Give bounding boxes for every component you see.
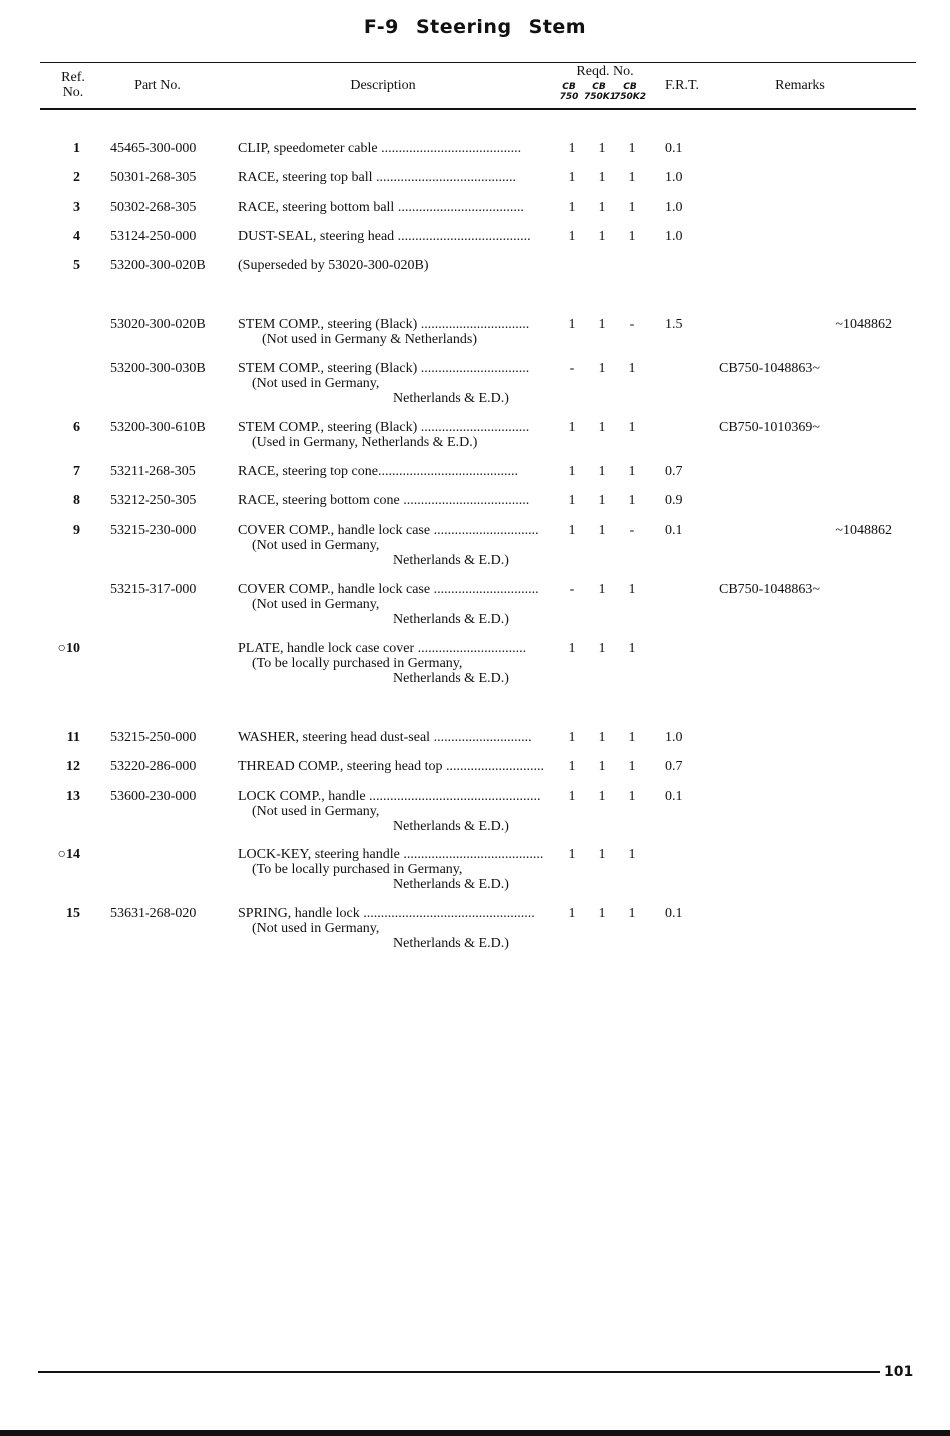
qty-cb750k2: 1 bbox=[628, 906, 636, 921]
description-main: DUST-SEAL, steering head ...................................... bbox=[238, 229, 531, 244]
qty-cb750k1: 1 bbox=[598, 464, 606, 479]
description-main: (Superseded by 53020-300-020B) bbox=[238, 258, 429, 273]
ref-no: 1 bbox=[73, 141, 80, 156]
description-note: (Not used in Germany, bbox=[252, 376, 380, 391]
description bbox=[238, 200, 556, 215]
description bbox=[238, 730, 556, 745]
header-model-cb750: CB 750 bbox=[559, 82, 579, 102]
qty-cb750: 1 bbox=[568, 641, 576, 656]
qty-cb750k2: - bbox=[629, 317, 635, 332]
qty-cb750: 1 bbox=[568, 789, 576, 804]
description-main: STEM COMP., steering (Black) ............................... bbox=[238, 420, 530, 435]
qty-cb750k1: 1 bbox=[598, 170, 606, 185]
header-top-rule bbox=[40, 62, 916, 63]
frt-value: 1.0 bbox=[665, 730, 683, 745]
header-ref: Ref. No. bbox=[61, 70, 85, 100]
qty-cb750k2: 1 bbox=[628, 170, 636, 185]
frt-value: 0.7 bbox=[665, 464, 683, 479]
ref-no: 13 bbox=[66, 789, 80, 804]
description-main: CLIP, speedometer cable ........................................ bbox=[238, 141, 522, 156]
description-note: (Not used in Germany, bbox=[252, 921, 380, 936]
description bbox=[238, 906, 556, 951]
description-note: Netherlands & E.D.) bbox=[393, 612, 509, 627]
qty-cb750k1: 1 bbox=[598, 582, 606, 597]
part-number: 53215-230-000 bbox=[110, 523, 197, 538]
ref-no: 4 bbox=[73, 229, 80, 244]
description bbox=[238, 759, 556, 774]
qty-cb750k1: 1 bbox=[598, 847, 606, 862]
ref-no: 5 bbox=[73, 258, 80, 273]
remarks: ~1048862 bbox=[835, 523, 892, 538]
remarks: CB750-1010369~ bbox=[719, 420, 820, 435]
description-main: LOCK COMP., handle ................................................. bbox=[238, 789, 541, 804]
frt-value: 0.1 bbox=[665, 141, 683, 156]
part-number: 53631-268-020 bbox=[110, 906, 197, 921]
qty-cb750: - bbox=[569, 582, 575, 597]
page-bottom-edge bbox=[0, 1430, 950, 1436]
description-main: STEM COMP., steering (Black) ............................... bbox=[238, 361, 530, 376]
frt-value: 1.5 bbox=[665, 317, 683, 332]
description bbox=[238, 141, 556, 156]
part-number: 53020-300-020B bbox=[110, 317, 206, 332]
qty-cb750k2: 1 bbox=[628, 730, 636, 745]
description-main: SPRING, handle lock ................................................. bbox=[238, 906, 535, 921]
ref-no: 9 bbox=[73, 523, 80, 538]
description bbox=[238, 317, 556, 347]
part-number: 50302-268-305 bbox=[110, 200, 197, 215]
description bbox=[238, 789, 556, 834]
part-number: 50301-268-305 bbox=[110, 170, 197, 185]
qty-cb750: 1 bbox=[568, 906, 576, 921]
description bbox=[238, 847, 556, 892]
frt-value: 0.1 bbox=[665, 523, 683, 538]
qty-cb750k2: 1 bbox=[628, 420, 636, 435]
description-main: RACE, steering bottom ball .................................... bbox=[238, 200, 524, 215]
qty-cb750k2: 1 bbox=[628, 464, 636, 479]
header-remarks: Remarks bbox=[775, 78, 825, 93]
description-main: RACE, steering top ball ........................................ bbox=[238, 170, 517, 185]
qty-cb750: 1 bbox=[568, 229, 576, 244]
ref-no: 3 bbox=[73, 200, 80, 215]
qty-cb750k2: 1 bbox=[628, 493, 636, 508]
description bbox=[238, 523, 556, 568]
ref-no: ○10 bbox=[57, 641, 80, 656]
qty-cb750k1: 1 bbox=[598, 361, 606, 376]
frt-value: 0.9 bbox=[665, 493, 683, 508]
header-reqd-no: Reqd. No. bbox=[576, 64, 634, 79]
qty-cb750k1: 1 bbox=[598, 759, 606, 774]
qty-cb750k1: 1 bbox=[598, 789, 606, 804]
qty-cb750: 1 bbox=[568, 730, 576, 745]
ref-no: 11 bbox=[66, 730, 80, 745]
description bbox=[238, 258, 556, 273]
qty-cb750k2: - bbox=[629, 523, 635, 538]
header-part-no: Part No. bbox=[134, 78, 181, 93]
qty-cb750: 1 bbox=[568, 141, 576, 156]
description bbox=[238, 361, 556, 406]
description bbox=[238, 170, 556, 185]
page-number: 101 bbox=[884, 1364, 914, 1380]
qty-cb750: 1 bbox=[568, 493, 576, 508]
qty-cb750k2: 1 bbox=[628, 582, 636, 597]
qty-cb750k2: 1 bbox=[628, 229, 636, 244]
qty-cb750k1: 1 bbox=[598, 200, 606, 215]
qty-cb750k2: 1 bbox=[628, 641, 636, 656]
qty-cb750k1: 1 bbox=[598, 641, 606, 656]
description-note: (To be locally purchased in Germany, bbox=[252, 656, 463, 671]
ref-no: 12 bbox=[66, 759, 80, 774]
description bbox=[238, 493, 556, 508]
qty-cb750k1: 1 bbox=[598, 141, 606, 156]
header-bottom-rule bbox=[40, 108, 916, 110]
description-note: Netherlands & E.D.) bbox=[393, 553, 509, 568]
qty-cb750k2: 1 bbox=[628, 847, 636, 862]
part-number: 53212-250-305 bbox=[110, 493, 197, 508]
header-model-cb750k2: CB 750K2 bbox=[614, 82, 647, 102]
qty-cb750: - bbox=[569, 361, 575, 376]
frt-value: 1.0 bbox=[665, 170, 683, 185]
qty-cb750: 1 bbox=[568, 464, 576, 479]
frt-value: 1.0 bbox=[665, 229, 683, 244]
description-main: STEM COMP., steering (Black) ............................... bbox=[238, 317, 530, 332]
frt-value: 0.7 bbox=[665, 759, 683, 774]
ref-no: 15 bbox=[66, 906, 80, 921]
qty-cb750: 1 bbox=[568, 317, 576, 332]
description-note: (Used in Germany, Netherlands & E.D.) bbox=[252, 435, 478, 450]
header-description: Description bbox=[350, 78, 416, 93]
qty-cb750k2: 1 bbox=[628, 200, 636, 215]
qty-cb750k1: 1 bbox=[598, 906, 606, 921]
ref-no: ○14 bbox=[57, 847, 80, 862]
description-main: PLATE, handle lock case cover ............................... bbox=[238, 641, 527, 656]
description-main: RACE, steering top cone........................................ bbox=[238, 464, 518, 479]
qty-cb750: 1 bbox=[568, 200, 576, 215]
description bbox=[238, 420, 556, 450]
description-note: (Not used in Germany, bbox=[252, 804, 380, 819]
description-note: Netherlands & E.D.) bbox=[393, 877, 509, 892]
frt-value: 0.1 bbox=[665, 906, 683, 921]
part-number: 53124-250-000 bbox=[110, 229, 197, 244]
part-number: 53600-230-000 bbox=[110, 789, 197, 804]
description bbox=[238, 464, 556, 479]
description-note: Netherlands & E.D.) bbox=[393, 936, 509, 951]
remarks: CB750-1048863~ bbox=[719, 582, 820, 597]
description-note: (Not used in Germany & Netherlands) bbox=[262, 332, 477, 347]
ref-no: 2 bbox=[73, 170, 80, 185]
part-number: 53215-317-000 bbox=[110, 582, 197, 597]
part-number: 53215-250-000 bbox=[110, 730, 197, 745]
qty-cb750k1: 1 bbox=[598, 229, 606, 244]
footer-rule bbox=[38, 1371, 880, 1373]
qty-cb750: 1 bbox=[568, 523, 576, 538]
qty-cb750: 1 bbox=[568, 420, 576, 435]
ref-no: 7 bbox=[73, 464, 80, 479]
remarks: CB750-1048863~ bbox=[719, 361, 820, 376]
ref-no: 8 bbox=[73, 493, 80, 508]
qty-cb750k1: 1 bbox=[598, 493, 606, 508]
description-note: Netherlands & E.D.) bbox=[393, 819, 509, 834]
description-main: LOCK-KEY, steering handle ........................................ bbox=[238, 847, 544, 862]
description-note: Netherlands & E.D.) bbox=[393, 671, 509, 686]
description bbox=[238, 641, 556, 686]
description-main: RACE, steering bottom cone .................................... bbox=[238, 493, 530, 508]
qty-cb750: 1 bbox=[568, 170, 576, 185]
description-main: COVER COMP., handle lock case .............................. bbox=[238, 523, 539, 538]
part-number: 53220-286-000 bbox=[110, 759, 197, 774]
description-note: (To be locally purchased in Germany, bbox=[252, 862, 463, 877]
description-main: THREAD COMP., steering head top ............................ bbox=[238, 759, 545, 774]
page-title: F-9 Steering Stem bbox=[363, 16, 587, 38]
qty-cb750k1: 1 bbox=[598, 317, 606, 332]
qty-cb750k2: 1 bbox=[628, 361, 636, 376]
qty-cb750k2: 1 bbox=[628, 759, 636, 774]
description-note: (Not used in Germany, bbox=[252, 538, 380, 553]
description-note: (Not used in Germany, bbox=[252, 597, 380, 612]
description-main: COVER COMP., handle lock case .............................. bbox=[238, 582, 539, 597]
description bbox=[238, 582, 556, 627]
ref-no: 6 bbox=[73, 420, 80, 435]
qty-cb750k1: 1 bbox=[598, 730, 606, 745]
qty-cb750: 1 bbox=[568, 759, 576, 774]
qty-cb750k1: 1 bbox=[598, 523, 606, 538]
qty-cb750k2: 1 bbox=[628, 789, 636, 804]
part-number: 53200-300-610B bbox=[110, 420, 206, 435]
header-model-cb750k1: CB 750K1 bbox=[584, 82, 617, 102]
part-number: 53200-300-020B bbox=[110, 258, 206, 273]
description-main: WASHER, steering head dust-seal ............................ bbox=[238, 730, 532, 745]
part-number: 53200-300-030B bbox=[110, 361, 206, 376]
qty-cb750: 1 bbox=[568, 847, 576, 862]
header-frt: F.R.T. bbox=[664, 78, 699, 93]
remarks: ~1048862 bbox=[835, 317, 892, 332]
description-note: Netherlands & E.D.) bbox=[393, 391, 509, 406]
frt-value: 0.1 bbox=[665, 789, 683, 804]
part-number: 53211-268-305 bbox=[110, 464, 196, 479]
part-number: 45465-300-000 bbox=[110, 141, 197, 156]
qty-cb750k1: 1 bbox=[598, 420, 606, 435]
frt-value: 1.0 bbox=[665, 200, 683, 215]
description bbox=[238, 229, 556, 244]
qty-cb750k2: 1 bbox=[628, 141, 636, 156]
